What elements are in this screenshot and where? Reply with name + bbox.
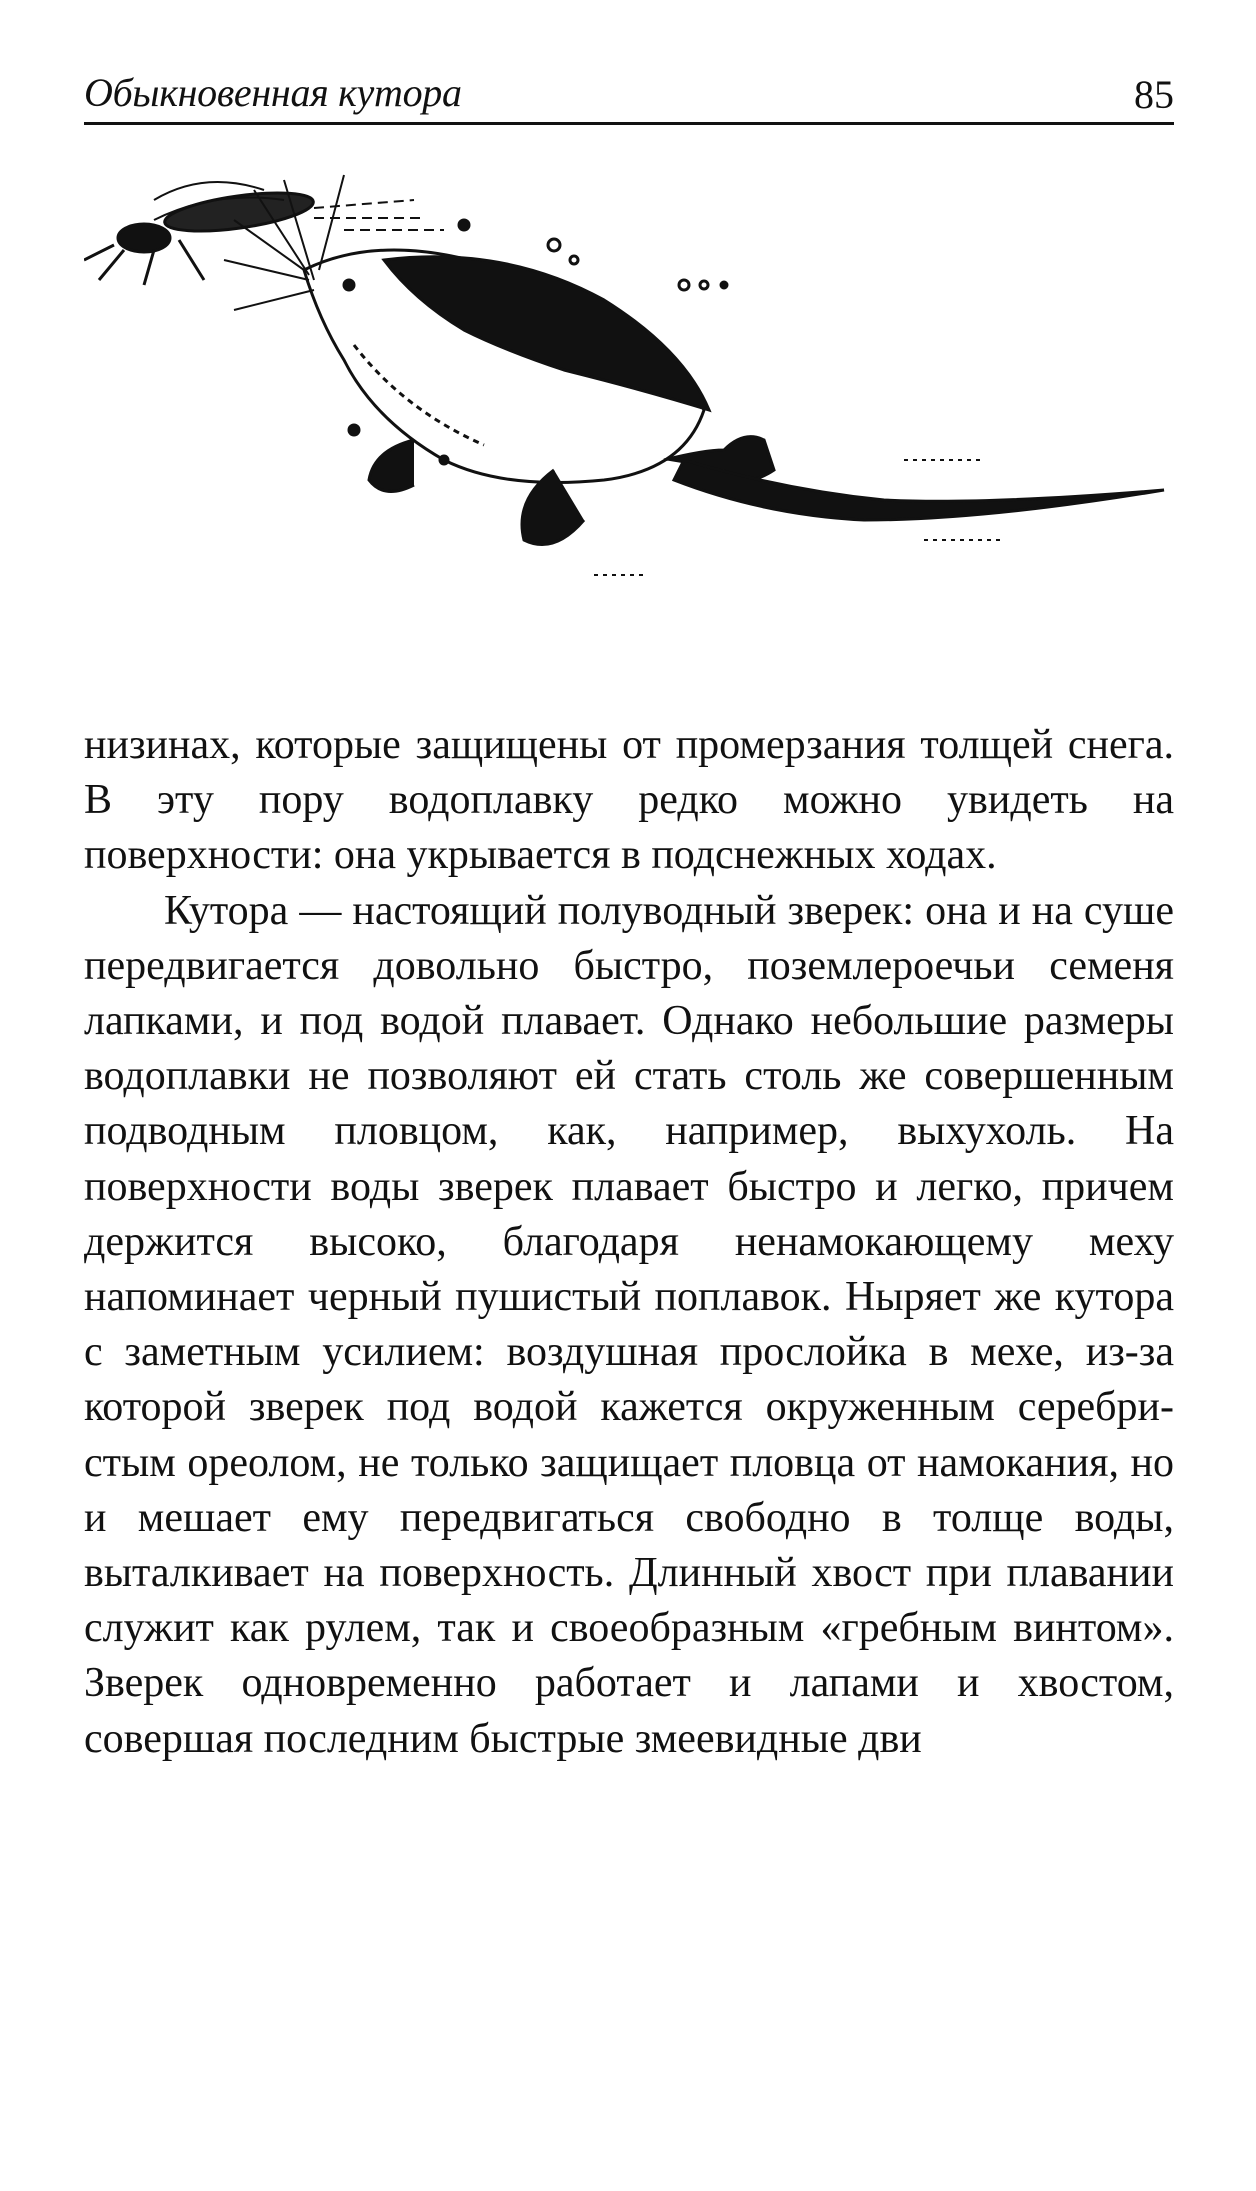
page-header [84,60,1174,125]
page-number: 85 [1134,72,1174,117]
water-shrew-illustration [84,160,1194,630]
paragraph-2: Кутора — настоящий полуводный зверек: она и на суше передвигается довольно быстро, поземлероечьи семеня лапками, и под водой плавает. Однако небольшие размеры водоплавки не позволяют ей стать столь же совершенным подводным пловцом, как, например, выхухоль. На поверхности воды зверек плавает быстро и легко, причем держится высоко, благодаря ненамокающему меху напоминает черный пушистый поплавок. Ныряет же кутора с заметным усилием: воздушная прослойка в мехе, из-за которой зверек под водой кажется окруженным серебристым ореолом, не только защищает пловца от намокания, но и мешает ему передвигаться свободно в толще воды, выталкивает на поверхность. Длинный хвост при плавании служит как рулем, так и своеобразным «гребным винтом». Зверек одновременно работает и лапами и хвостом, совершая последним быстрые змеевидные дви [84,887,1174,1762]
shrew-icon [224,175,1164,575]
paragraph-1: низинах, которые защищены от промерзания толщей снега. В эту пору водоплавку редко можно увидеть на поверхности: она укрывается в подснежных ходах. [84,722,1174,879]
running-title: Обыкновенная кутора [84,70,462,115]
body-text [84,718,1174,1767]
